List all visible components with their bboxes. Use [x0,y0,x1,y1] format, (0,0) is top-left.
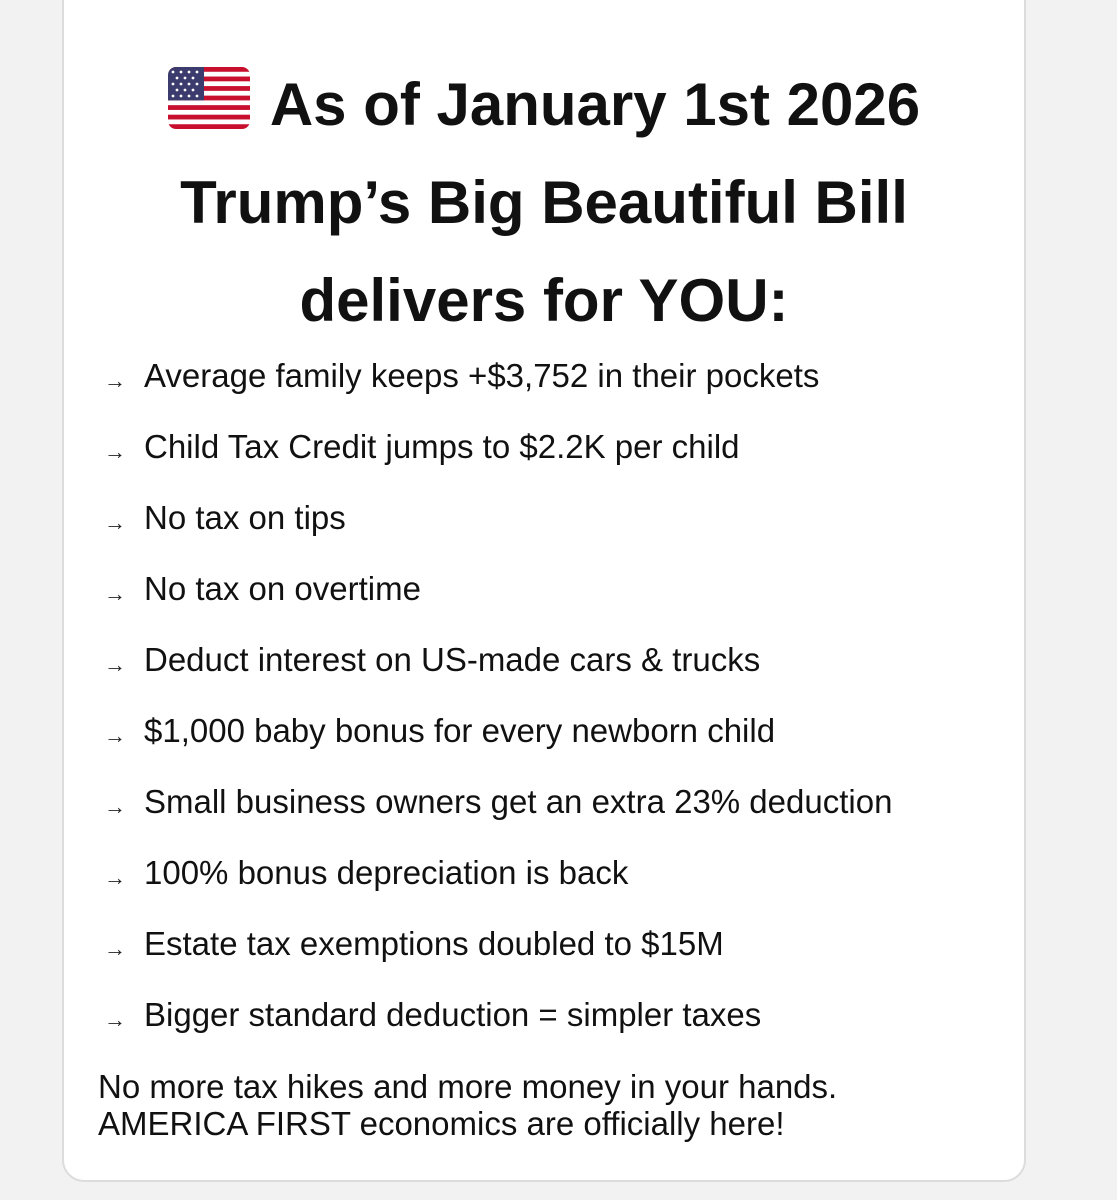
arrow-right-icon: → [104,509,126,535]
title-block [64,56,1024,350]
title-line-1 [64,56,1024,154]
arrow-right-icon: → [104,722,126,748]
list-item [104,766,1024,837]
list-item [104,837,1024,908]
title-line-3: delivers for YOU: [299,267,789,334]
closing-line-1: No more tax hikes and more money in your hands. [98,1068,838,1105]
title-line-2: Trump’s Big Beautiful Bill [180,169,908,236]
arrow-right-icon: → [104,438,126,464]
arrow-right-icon: → [104,935,126,961]
arrow-right-icon: → [104,580,126,606]
list-item [104,553,1024,624]
list-item [104,411,1024,482]
list-item [104,340,1024,411]
list-item [104,695,1024,766]
arrow-right-icon: → [104,864,126,890]
closing-statement [98,1068,998,1142]
list-item-text: Small business owners get an extra 23% deduction [144,782,893,820]
list-item [104,908,1024,979]
list-item [104,482,1024,553]
list-item [104,624,1024,695]
list-item-text: Deduct interest on US-made cars & trucks [144,640,761,678]
arrow-right-icon: → [104,367,126,393]
arrow-right-icon: → [104,651,126,677]
list-item-text: Child Tax Credit jumps to $2.2K per child [144,427,740,465]
list-item-text: No tax on overtime [144,569,421,607]
list-item-text: $1,000 baby bonus for every newborn child [144,711,776,749]
closing-line-2: AMERICA FIRST economics are officially here! [98,1105,785,1142]
arrow-right-icon: → [104,1006,126,1032]
list-item-text: Bigger standard deduction = simpler taxes [144,995,762,1033]
list-item-text: Average family keeps +$3,752 in their pockets [144,356,820,394]
list-item [104,979,1024,1050]
list-item-text: 100% bonus depreciation is back [144,853,629,891]
list-item-text: No tax on tips [144,498,346,536]
list-item-text: Estate tax exemptions doubled to $15M [144,924,724,962]
us-flag-icon [168,67,250,129]
title-text-1: As of January 1st 2026 [269,71,921,138]
arrow-right-icon: → [104,793,126,819]
post-card [62,0,1026,1182]
benefits-list [104,340,1024,1050]
